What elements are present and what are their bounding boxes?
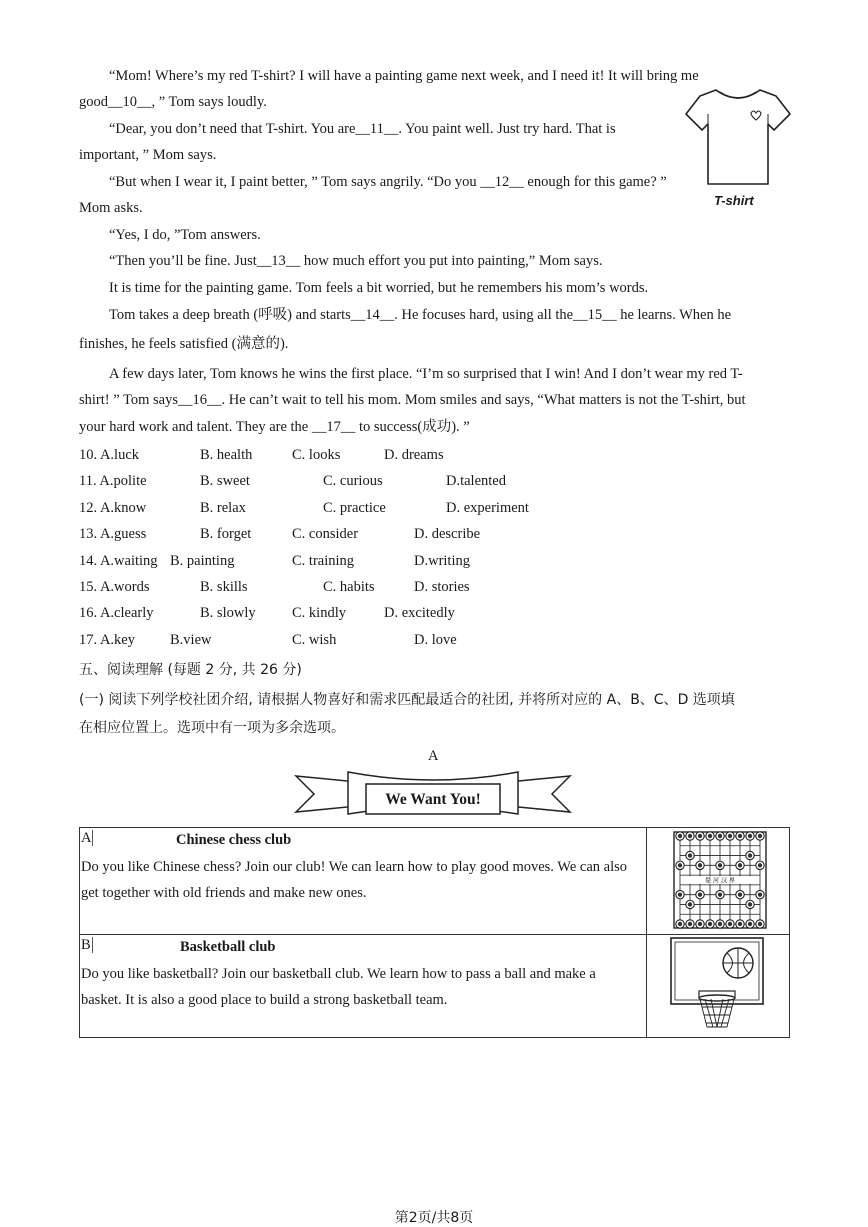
story-line: “But when I wear it, I paint better, ” Tom says angrily. “Do you __12__ enough for this game? ” bbox=[109, 174, 667, 190]
question-option-a: 15. A.words bbox=[79, 579, 150, 595]
club-table bbox=[79, 827, 790, 1038]
chinese-chess-icon bbox=[647, 828, 789, 934]
chess-board-image bbox=[647, 828, 789, 934]
club-description: Do you like basketball? Join our basketball club. We learn how to pass a ball and make a bbox=[81, 966, 596, 982]
question-option-c: C. kindly bbox=[292, 605, 346, 622]
story-line: A few days later, Tom knows he wins the first place. “I’m so surprised that I win! And I don’t wear my red T- bbox=[109, 366, 743, 382]
club-title: Chinese chess club bbox=[176, 832, 292, 848]
story-line: good__10__, ” Tom says loudly. bbox=[79, 94, 267, 110]
story-line: finishes, he feels satisfied (满意的). bbox=[79, 336, 289, 352]
club-row bbox=[80, 828, 789, 935]
question-option-a: 10. A.luck bbox=[79, 447, 140, 463]
club-letter: B bbox=[81, 937, 91, 953]
question-option-b: B. skills bbox=[200, 579, 248, 595]
question-option-b: B. sweet bbox=[200, 473, 250, 490]
question-option-b: B. health bbox=[200, 447, 253, 463]
story-line: “Then you’ll be fine. Just__13__ how much effort you put into painting,” Mom says. bbox=[109, 253, 603, 269]
question-option-a: 12. A.know bbox=[79, 499, 147, 516]
question-option-a: 16. A.clearly bbox=[79, 605, 154, 622]
basketball-hoop-icon bbox=[647, 935, 789, 1035]
question-option-c: C. curious bbox=[323, 473, 383, 490]
club-description: get together with old friends and make new ones. bbox=[81, 885, 367, 901]
basketball-image bbox=[647, 935, 789, 1037]
page-number: 第2页/共8页 bbox=[394, 1210, 474, 1226]
passage-label: A bbox=[428, 748, 439, 764]
question-option-d: D. love bbox=[414, 631, 457, 648]
question-option-d: D. describe bbox=[414, 526, 481, 543]
club-title: Basketball club bbox=[180, 939, 276, 955]
question-option-b: B. painting bbox=[170, 552, 235, 569]
question-option-b: B. relax bbox=[200, 499, 246, 516]
question-option-a: 11. A.polite bbox=[79, 473, 147, 490]
section-heading: 五、阅读理解 (每题 2 分, 共 26 分) bbox=[79, 662, 302, 678]
tshirt-icon bbox=[684, 84, 792, 190]
story-line: “Mom! Where’s my red T-shirt? I will have a painting game next week, and I need it! It will bring me bbox=[109, 68, 699, 84]
question-option-c: C. wish bbox=[292, 631, 337, 648]
question-option-b: B. forget bbox=[200, 526, 252, 543]
banner-title: We Want You! bbox=[385, 791, 481, 808]
club-description: basket. It is also a good place to build a strong basketball team. bbox=[81, 992, 448, 1008]
story-line: important, ” Mom says. bbox=[79, 147, 217, 163]
question-option-d: D. stories bbox=[414, 579, 470, 595]
question-option-a: 13. A.guess bbox=[79, 526, 147, 543]
club-text-cell bbox=[80, 828, 647, 934]
instructions: (一) 阅读下列学校社团介绍, 请根据人物喜好和需求匹配最适合的社团, 并将所对应的 A、B、C、D 选项填 bbox=[79, 692, 735, 708]
chess-river-text: 楚 河 汉 界 bbox=[705, 877, 735, 885]
question-option-c: C. practice bbox=[323, 499, 386, 516]
question-option-a: 14. A.waiting bbox=[79, 552, 158, 569]
question-option-d: D. experiment bbox=[446, 499, 529, 516]
question-option-a: 17. A.key bbox=[79, 631, 135, 648]
question-option-d: D. excitedly bbox=[384, 605, 455, 622]
tshirt-caption: T-shirt bbox=[714, 193, 754, 208]
question-option-d: D.talented bbox=[446, 473, 506, 490]
club-text-cell bbox=[80, 935, 647, 1037]
question-option-c: C. training bbox=[292, 552, 355, 569]
story-line: Mom asks. bbox=[79, 200, 143, 216]
question-option-d: D. dreams bbox=[384, 447, 444, 463]
story-line: Tom takes a deep breath (呼吸) and starts__14__. He focuses hard, using all the__15__ he learns. When he bbox=[109, 307, 732, 323]
tshirt-illustration bbox=[684, 84, 792, 208]
story-line: shirt! ” Tom says__16__. He can’t wait to tell his mom. Mom smiles and says, “What matters is not the T-shirt, but bbox=[79, 392, 746, 408]
club-letter: A bbox=[81, 830, 92, 846]
instructions: 在相应位置上。选项中有一项为多余选项。 bbox=[79, 720, 345, 736]
question-option-c: C. looks bbox=[292, 447, 341, 463]
question-option-d: D.writing bbox=[414, 552, 470, 569]
question-option-b: B. slowly bbox=[200, 605, 256, 622]
story-line: “Dear, you don’t need that T-shirt. You are__11__. You paint well. Just try hard. That is bbox=[109, 121, 616, 137]
story-line: “Yes, I do, ”Tom answers. bbox=[109, 227, 261, 243]
club-description: Do you like Chinese chess? Join our club! We can learn how to play good moves. We can also bbox=[81, 859, 627, 875]
story-line: your hard work and talent. They are the __17__ to success(成功). ” bbox=[79, 419, 470, 435]
question-option-b: B.view bbox=[170, 631, 212, 648]
banner bbox=[294, 770, 572, 818]
question-option-c: C. habits bbox=[323, 579, 375, 595]
club-row bbox=[80, 935, 789, 1037]
story-line: It is time for the painting game. Tom feels a bit worried, but he remembers his mom’s words. bbox=[109, 280, 649, 296]
question-option-c: C. consider bbox=[292, 526, 359, 543]
